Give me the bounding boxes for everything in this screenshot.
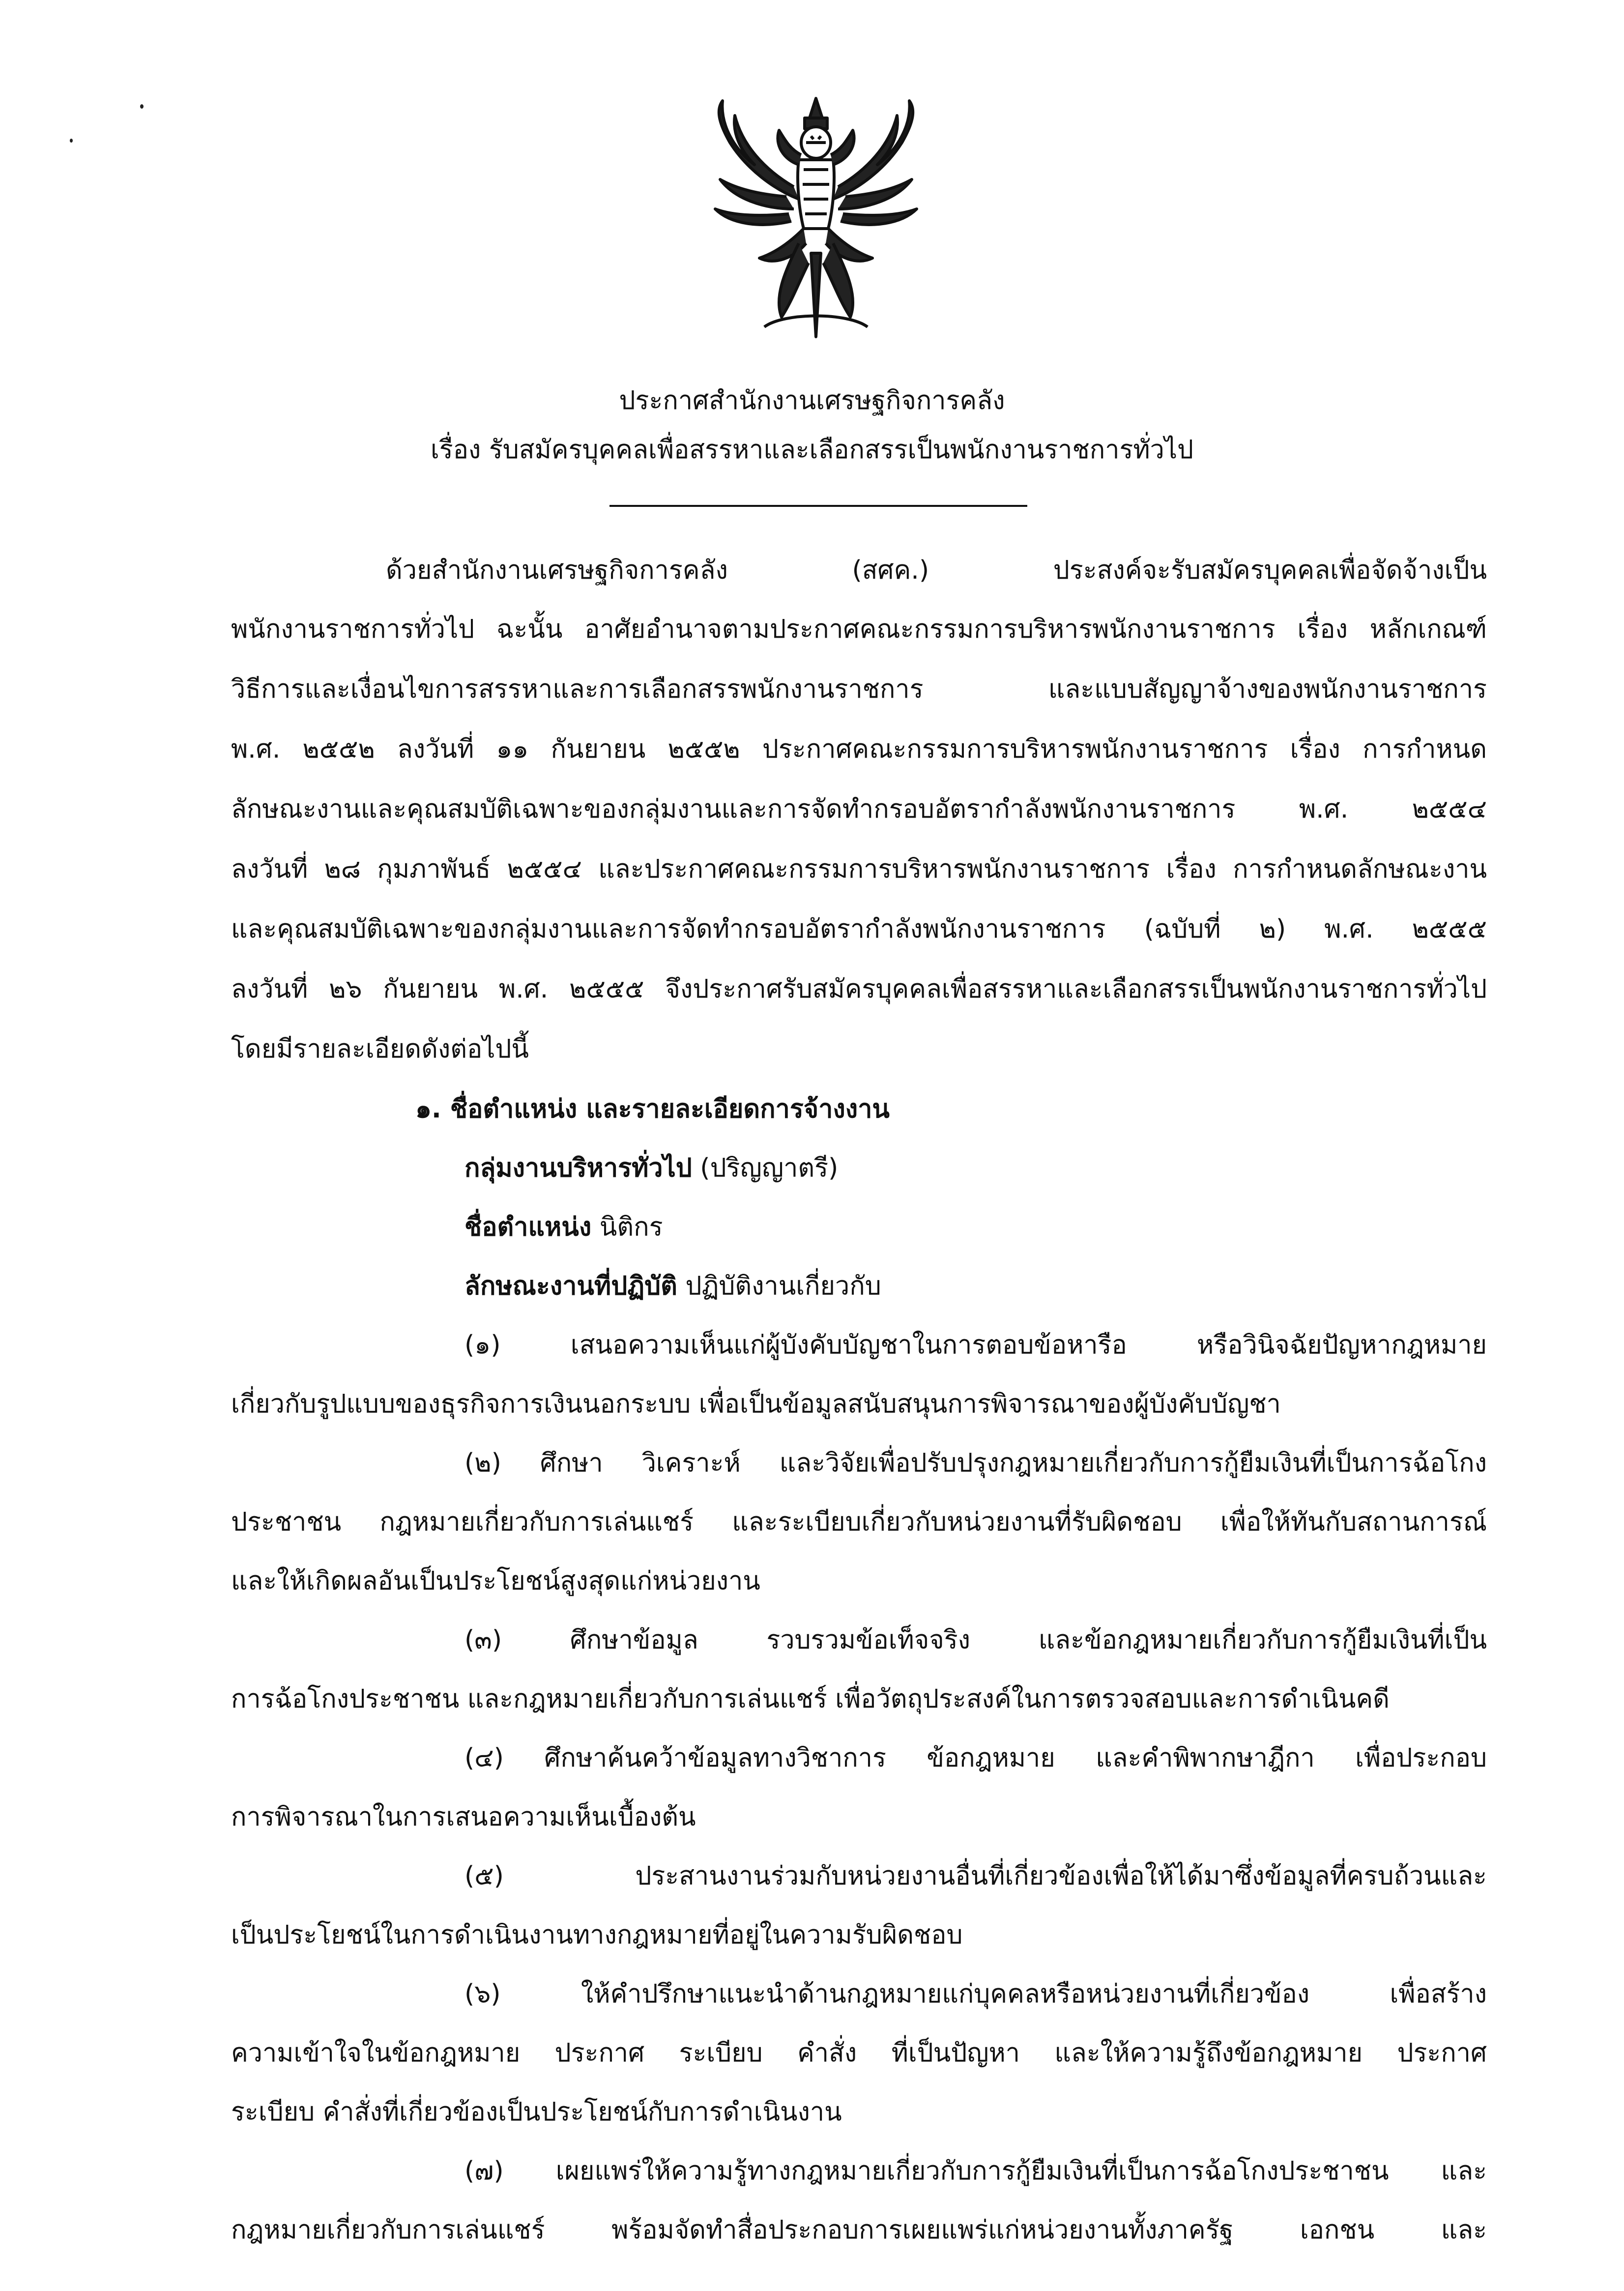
intro-line: โดยมีรายละเอียดดังต่อไปนี้	[231, 1034, 529, 1064]
intro-line: ลงวันที่ ๒๖ กันยายน พ.ศ. ๒๕๕๕ จึงประกาศรับสมัครบุคคลเพื่อสรรหาและเลือกสรรเป็นพนักงานราชการทั่วไป	[231, 974, 1487, 1004]
duty-line: และให้เกิดผลอันเป็นประโยชน์สูงสุดแก่หน่วยงาน	[231, 1566, 760, 1596]
announcement-subject: เรื่อง รับสมัครบุคคลเพื่อสรรหาและเลือกสรรเป็นพนักงานราชการทั่วไป	[430, 435, 1194, 465]
duty-line: (๖) ให้คำปรึกษาแนะนำด้านกฎหมายแก่บุคคลหรือหน่วยงานที่เกี่ยวข้อง เพื่อสร้าง	[464, 1979, 1487, 2009]
duty-line: (๓) ศึกษาข้อมูล รวบรวมข้อเท็จจริง และข้อกฎหมายเกี่ยวกับการกู้ยืมเงินที่เป็น	[464, 1625, 1487, 1655]
scan-speck	[70, 139, 73, 143]
section-heading: ๑. ชื่อตำแหน่ง และรายละเอียดการจ้างงาน	[415, 1094, 890, 1124]
duty-line: (๒) ศึกษา วิเคราะห์ และวิจัยเพื่อปรับปรุงกฎหมายเกี่ยวกับการกู้ยืมเงินที่เป็นการฉ้อโกง	[464, 1448, 1487, 1478]
duty-line: เกี่ยวกับรูปแบบของธุรกิจการเงินนอกระบบ เพื่อเป็นข้อมูลสนับสนุนการพิจารณาของผู้บังคับบัญชา	[231, 1389, 1281, 1419]
title-divider	[609, 505, 1027, 507]
position-name	[464, 1207, 663, 1247]
duty-line: (๑) เสนอความเห็นแก่ผู้บังคับบัญชาในการตอบข้อหารือ หรือวินิจฉัยปัญหากฎหมาย	[464, 1330, 1487, 1360]
intro-line: พนักงานราชการทั่วไป ฉะนั้น อาศัยอำนาจตามประกาศคณะกรรมการบริหารพนักงานราชการ เรื่อง หลักเกณฑ์	[231, 615, 1487, 644]
duty-line: (๕) ประสานงานร่วมกับหน่วยงานอื่นที่เกี่ยวข้องเพื่อให้ได้มาซึ่งข้อมูลที่ครบถ้วนและ	[464, 1861, 1487, 1891]
intro-line: พ.ศ. ๒๕๕๒ ลงวันที่ ๑๑ กันยายน ๒๕๕๒ ประกาศคณะกรรมการบริหารพนักงานราชการ เรื่อง การกำหนด	[231, 734, 1487, 764]
duty-value: ปฏิบัติงานเกี่ยวกับ	[685, 1271, 881, 1301]
job-group	[464, 1148, 838, 1188]
intro-line: และคุณสมบัติเฉพาะของกลุ่มงานและการจัดทำกรอบอัตรากำลังพนักงานราชการ (ฉบับที่ ๒) พ.ศ. ๒๕๕๕	[231, 914, 1487, 944]
duty-line: การฉ้อโกงประชาชน และกฎหมายเกี่ยวกับการเล่นแชร์ เพื่อวัตถุประสงค์ในการตรวจสอบและการดำเนินคดี	[231, 1684, 1390, 1714]
job-group-label: กลุ่มงานบริหารทั่วไป	[464, 1153, 692, 1183]
announcement-title: ประกาศสำนักงานเศรษฐกิจการคลัง	[619, 386, 1005, 415]
duty-label: ลักษณะงานที่ปฏิบัติ	[464, 1271, 677, 1301]
intro-line: ลักษณะงานและคุณสมบัติเฉพาะของกลุ่มงานและการจัดทำกรอบอัตรากำลังพนักงานราชการ พ.ศ. ๒๕๕๔	[231, 794, 1487, 824]
intro-line: ลงวันที่ ๒๘ กุมภาพันธ์ ๒๕๕๔ และประกาศคณะกรรมการบริหารพนักงานราชการ เรื่อง การกำหนดลักษณะงาน	[231, 854, 1487, 884]
duty-line: (๔) ศึกษาค้นคว้าข้อมูลทางวิชาการ ข้อกฎหมาย และคำพิพากษาฎีกา เพื่อประกอบ	[464, 1743, 1487, 1773]
position-value: นิติกร	[599, 1212, 663, 1242]
scan-speck	[140, 104, 144, 109]
position-label: ชื่อตำแหน่ง	[464, 1212, 592, 1242]
job-group-note: (ปริญญาตรี)	[700, 1153, 839, 1183]
duty-line: ความเข้าใจในข้อกฎหมาย ประกาศ ระเบียบ คำสั่ง ที่เป็นปัญหา และให้ความรู้ถึงข้อกฎหมาย ประกาศ	[231, 2038, 1487, 2068]
duty-line: เป็นประโยชน์ในการดำเนินงานทางกฎหมายที่อยู่ในความรับผิดชอบ	[231, 1920, 963, 1950]
duty-line: กฎหมายเกี่ยวกับการเล่นแชร์ พร้อมจัดทำสื่อประกอบการเผยแพร่แก่หน่วยงานทั้งภาครัฐ เอกชน และ	[231, 2215, 1487, 2245]
duty-description	[464, 1266, 881, 1306]
duty-line: (๗) เผยแพร่ให้ความรู้ทางกฎหมายเกี่ยวกับการกู้ยืมเงินที่เป็นการฉ้อโกงประชาชน และ	[464, 2156, 1487, 2186]
intro-line: ด้วยสำนักงานเศรษฐกิจการคลัง (สศค.) ประสงค์จะรับสมัครบุคคลเพื่อจัดจ้างเป็น	[386, 556, 1487, 585]
duty-line: ระเบียบ คำสั่งที่เกี่ยวข้องเป็นประโยชน์กับการดำเนินงาน	[231, 2097, 842, 2127]
intro-line: วิธีการและเงื่อนไขการสรรหาและการเลือกสรรพนักงานราชการ และแบบสัญญาจ้างของพนักงานราชการ	[231, 675, 1487, 704]
duty-line: การพิจารณาในการเสนอความเห็นเบื้องต้น	[231, 1802, 696, 1832]
garuda-emblem-icon	[700, 96, 931, 342]
duty-line: ประชาชน กฎหมายเกี่ยวกับการเล่นแชร์ และระเบียบเกี่ยวกับหน่วยงานที่รับผิดชอบ เพื่อให้ทันกับสถานการณ์	[231, 1507, 1487, 1537]
